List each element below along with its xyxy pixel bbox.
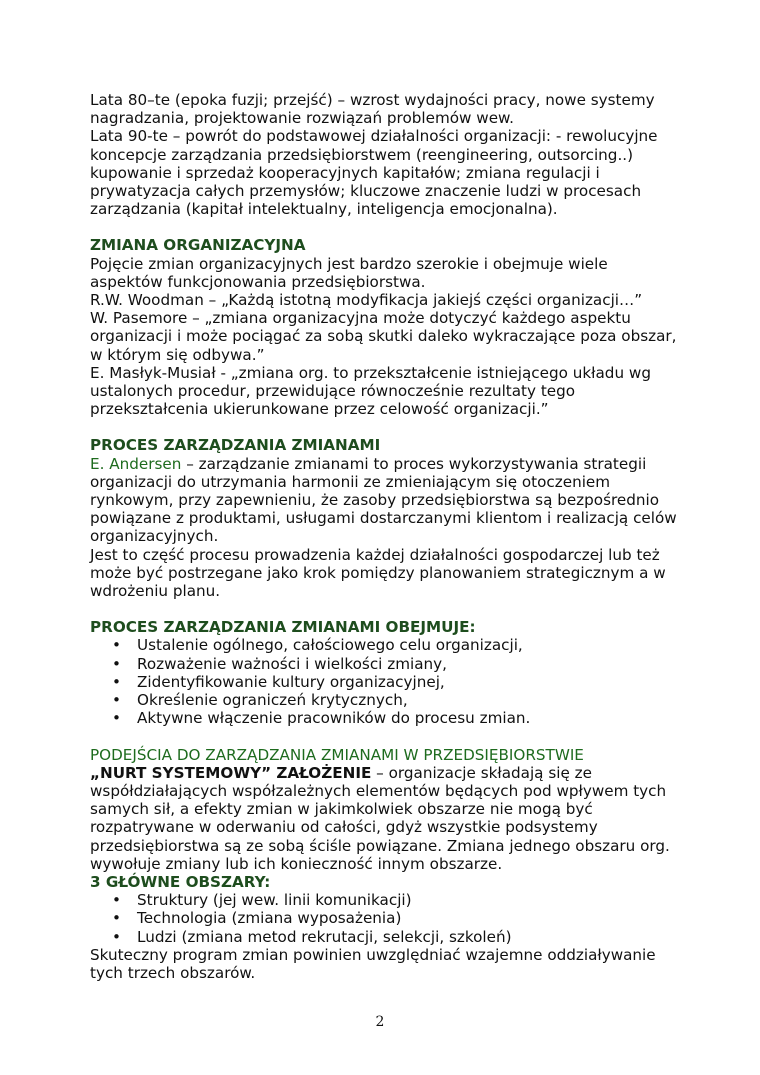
quote-woodman: R.W. Woodman – „Każdą istotną modyfikacja jakiejś części organizacji…” (90, 291, 643, 310)
list-item: • Ludzi (zmiana metod rekrutacji, selekcji, szkoleń) (90, 928, 680, 946)
process-steps-list (90, 636, 680, 727)
section-heading-podejscia: PODEJŚCIA DO ZARZĄDZANIA ZMIANAMI W PRZEDSIĘBIORSTWIE (90, 745, 584, 764)
intro-paragraph-80s: Lata 80–te (epoka fuzji; przejść) – wzrost wydajności pracy, nowe systemy nagradzania, projektowanie rozwiązań problemów wew. (90, 91, 655, 128)
paragraph-nurt-systemowy (90, 764, 680, 873)
paragraph-andersen (90, 455, 680, 546)
paragraph-definition: Pojęcie zmian organizacyjnych jest bardzo szerokie i obejmuje wiele aspektów funkcjonowania przedsiębiorstwa. (90, 254, 608, 291)
list-item: • Struktury (jej wew. linii komunikacji) (90, 891, 680, 909)
section-heading-obejmuje: PROCES ZARZĄDZANIA ZMIANAMI OBEJMUJE: (90, 618, 476, 637)
quote-maslyk-musial: E. Masłyk-Musiał - „zmiana org. to przekształcenie istniejącego układu wg ustalonych procedur, przewidujące równocześnie rezultaty tego przekształcenia ukierunkowane przez celowość organizacji.” (90, 363, 651, 419)
nurt-systemowy-lead: „NURT SYSTEMOWY” ZAŁOŻENIE (90, 763, 372, 782)
spacer (90, 728, 680, 746)
author-andersen: E. Andersen (90, 454, 182, 473)
list-item: • Rozważenie ważności i wielkości zmiany, (90, 655, 680, 673)
list-item: • Aktywne włączenie pracowników do procesu zmian. (90, 709, 680, 727)
section-heading-proces: PROCES ZARZĄDZANIA ZMIANAMI (90, 436, 381, 455)
list-item: • Technologia (zmiana wyposażenia) (90, 909, 680, 927)
spacer (90, 218, 680, 236)
list-item: • Zidentyfikowanie kultury organizacyjnej, (90, 673, 680, 691)
page-content (90, 91, 680, 982)
intro-paragraph-90s: Lata 90-te – powrót do podstawowej działalności organizacji: - rewolucyjne koncepcje zarządzania przedsiębiorstwem (reengineering, outsorcing..) kupowanie i sprzedaż kooperacyjnych kapitałów; zmiana regulacji i prywatyzacja całych przemysłów; kluczowe znaczenie ludzi w procesach zarządzania (kapitał intelektualny, inteligencja emocjonalna). (90, 127, 658, 219)
andersen-definition: – zarządzanie zmianami to proces wykorzystywania strategii organizacji do utrzymania harmonii ze zmieniającym się otoczeniem rynkowym, przy zapewnieniu, że zasoby przedsiębiorstwa są bezpośrednio powiązane z produktami, usługami dostarczanymi klientom i realizacją celów organizacyjnych. (90, 454, 677, 546)
closing-paragraph: Skuteczny program zmian powinien uwzględniać wzajemne oddziaływanie tych trzech obszarów. (90, 945, 656, 982)
quote-pasemore: W. Pasemore – „zmiana organizacyjna może dotyczyć każdego aspektu organizacji i może pociągać za sobą skutki daleko wykraczające poza obszar, w którym się odbywa.” (90, 309, 677, 364)
paragraph-process-part: Jest to część procesu prowadzenia każdej działalności gospodarczej lub też może być postrzegane jako krok pomiędzy planowaniem strategicznym a w wdrożeniu planu. (90, 545, 666, 601)
subheading-obszary: 3 GŁÓWNE OBSZARY: (90, 872, 271, 891)
spacer (90, 600, 680, 618)
nurt-systemowy-text: – organizacje składają się ze współdziałających współzależnych elementów będących pod wpływem tych samych sił, a efekty zmian w jakimkolwiek obszarze nie mogą być rozpatrywane w oderwaniu od całości, gdyż wszystkie podsystemy przedsiębiorstwa są ze sobą ściśle powiązane. Zmiana jednego obszaru org. wywołuje zmiany lub ich konieczność innym obszarze. (90, 763, 670, 873)
areas-list (90, 891, 680, 946)
page-number: 2 (375, 1014, 385, 1030)
list-item: • Ustalenie ogólnego, całościowego celu organizacji, (90, 636, 680, 654)
section-heading-zmiana: ZMIANA ORGANIZACYJNA (90, 236, 306, 255)
list-item: • Określenie ograniczeń krytycznych, (90, 691, 680, 709)
spacer (90, 418, 680, 436)
